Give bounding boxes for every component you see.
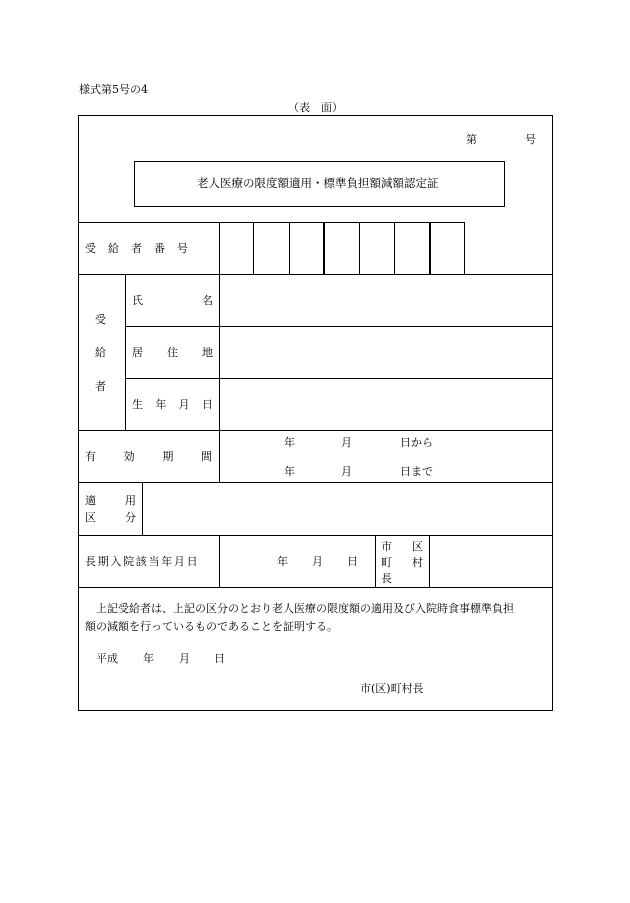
category-field[interactable] <box>143 483 552 535</box>
municipality-label-2: 区 <box>412 540 423 553</box>
validity-label-1: 有 <box>85 450 96 463</box>
municipality-label-4: 村 <box>412 556 423 569</box>
issue-date-day: 日 <box>214 652 225 665</box>
address-label-3: 地 <box>202 346 213 359</box>
address-field[interactable] <box>220 327 552 378</box>
validity-field[interactable] <box>220 431 552 482</box>
long-term-date-field[interactable] <box>220 536 375 587</box>
validity-from-month: 月 <box>341 436 352 449</box>
issue-date-era: 平成 <box>96 652 118 665</box>
category-label-2: 用 <box>125 494 136 507</box>
validity-from-year: 年 <box>284 436 295 449</box>
form-number: 様式第5号の4 <box>79 83 148 96</box>
municipality-label-line1 <box>381 540 423 553</box>
recipient-number-digits[interactable] <box>220 223 464 274</box>
validity-label-3: 期 <box>162 450 174 463</box>
certification-text-line2: 額の減額を行っているものであることを証明する。 <box>85 620 338 633</box>
birthdate-field[interactable] <box>220 379 552 430</box>
certificate-number-go: 号 <box>525 133 536 146</box>
long-term-label: 長期入院該当年月日 <box>85 555 200 568</box>
address-label-2: 住 <box>167 346 178 359</box>
name-label-1: 氏 <box>132 294 143 307</box>
certificate-title: 老人医療の限度額適用・標準負担額減額認定証 <box>197 176 439 190</box>
recipient-section-label-1: 受 <box>95 313 106 326</box>
name-field[interactable] <box>220 275 552 326</box>
category-label-4: 分 <box>125 511 136 524</box>
certification-text-line1: 上記受給者は、上記の区分のとおり老人医療の限度額の適用及び入院時食事標準負担 <box>96 602 514 615</box>
issuer: 市(区)町村長 <box>360 682 424 695</box>
validity-from-day: 日から <box>400 436 433 449</box>
birthdate-label-1: 生 <box>132 398 143 411</box>
municipality-head-field[interactable] <box>430 536 552 587</box>
category-label-line2 <box>85 511 136 524</box>
municipality-label-1: 市 <box>381 540 392 553</box>
address-label <box>132 346 213 359</box>
validity-to-year: 年 <box>284 465 295 478</box>
validity-label <box>85 450 212 463</box>
address-label-1: 居 <box>132 346 143 359</box>
birthdate-label-4: 日 <box>201 398 213 411</box>
municipality-label-line2 <box>381 556 423 569</box>
recipient-number-label: 受 給 者 番 号 <box>85 242 189 255</box>
birthdate-label-2: 年 <box>155 398 167 411</box>
certificate-number-dai: 第 <box>466 133 477 146</box>
birthdate-label-3: 月 <box>178 398 190 411</box>
municipality-label-5: 長 <box>381 572 392 585</box>
side-label: （表 面） <box>288 101 343 114</box>
birthdate-label <box>132 398 213 411</box>
category-label-1: 適 <box>85 494 96 507</box>
long-term-day: 日 <box>347 555 358 568</box>
validity-label-4: 間 <box>200 450 212 463</box>
category-label-line1 <box>85 494 136 507</box>
long-term-year: 年 <box>277 555 288 568</box>
validity-to-month: 月 <box>341 465 352 478</box>
long-term-month: 月 <box>312 555 323 568</box>
issue-date-month: 月 <box>179 652 190 665</box>
municipality-label-3: 町 <box>381 556 392 569</box>
validity-label-2: 効 <box>123 450 135 463</box>
recipient-section-label-3: 者 <box>95 380 106 393</box>
name-label-2: 名 <box>202 294 213 307</box>
validity-to-day: 日まで <box>400 465 433 478</box>
recipient-section-label-2: 給 <box>95 346 106 359</box>
issue-date-year: 年 <box>143 652 154 665</box>
category-label-3: 区 <box>85 511 96 524</box>
